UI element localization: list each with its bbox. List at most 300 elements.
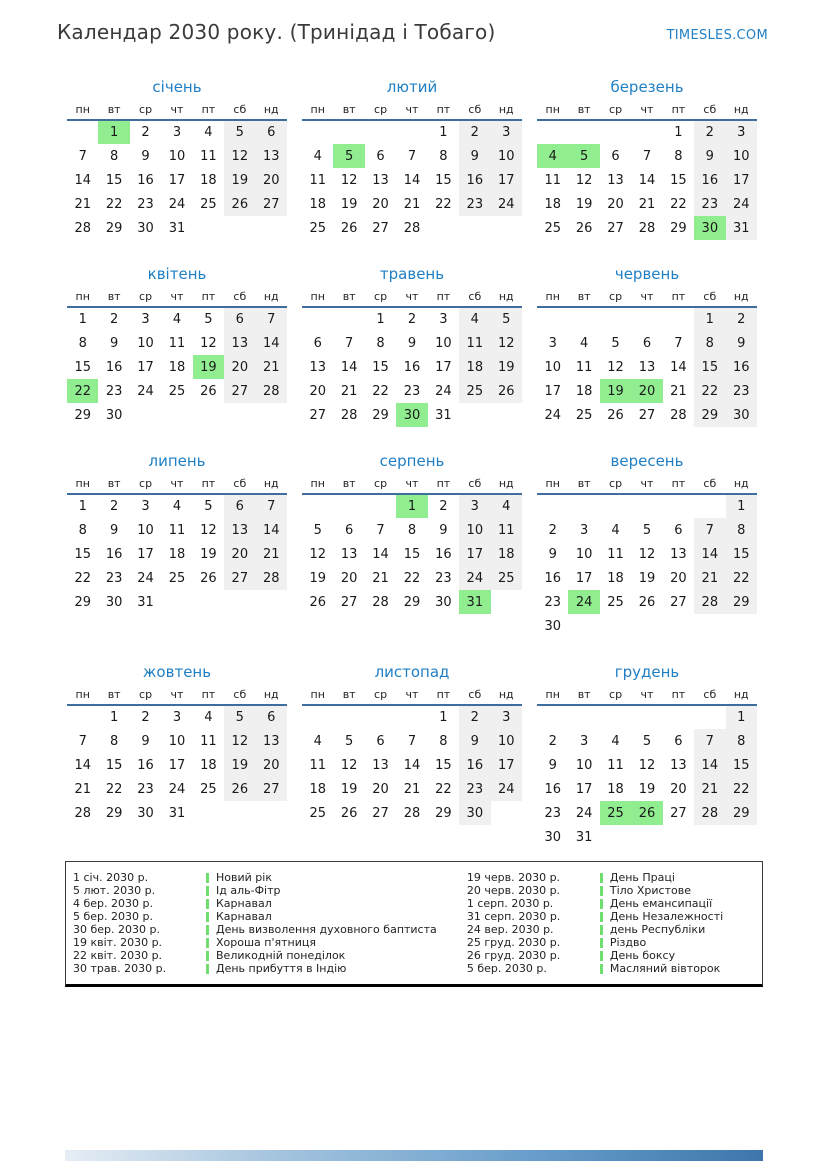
weekday-header: чт — [405, 290, 419, 303]
day-cell: 12 — [491, 331, 522, 355]
week-row — [67, 753, 287, 777]
day-cell: 31 — [435, 407, 452, 423]
empty-day-cell — [600, 494, 631, 518]
week-row — [302, 753, 522, 777]
day-cell: 6 — [256, 705, 287, 729]
day-cell: 15 — [74, 359, 91, 375]
day-cell: 8 — [439, 733, 448, 749]
day-cell: 24 — [491, 192, 522, 216]
day-cell: 30 — [544, 829, 561, 845]
day-cell: 3 — [172, 125, 182, 140]
day-cell: 31 — [575, 829, 593, 845]
empty-day-cell — [256, 216, 287, 240]
week-row — [302, 168, 522, 192]
day-cell: 11 — [459, 331, 490, 355]
day-cell: 8 — [78, 335, 87, 351]
day-cell: 31 — [726, 216, 757, 240]
legend-date: 19 черв. 2030 р. — [466, 871, 561, 884]
empty-day-cell — [694, 494, 725, 518]
day-cell: 15 — [105, 172, 123, 188]
legend-date: 5 бер. 2030 р. — [466, 962, 547, 975]
day-cell: 31 — [168, 805, 186, 821]
weekday-header-row — [67, 686, 287, 705]
weekday-header: сб — [703, 688, 717, 701]
day-cell: 9 — [141, 733, 150, 749]
empty-day-cell — [631, 614, 662, 638]
site-link[interactable]: TIMESLES.COM — [666, 28, 768, 43]
day-cell: 17 — [575, 781, 593, 797]
weekday-header: пт — [436, 477, 451, 490]
day-cell: 7 — [78, 733, 87, 749]
day-cell: 6 — [313, 335, 322, 351]
day-cell: 15 — [105, 757, 123, 773]
day-cell: 10 — [137, 335, 154, 351]
empty-day-cell — [694, 825, 725, 849]
month-grid — [537, 686, 757, 849]
day-cell: 16 — [435, 546, 452, 562]
week-row — [302, 379, 522, 403]
day-cell: 24 — [435, 383, 452, 399]
month-grid — [302, 686, 522, 825]
day-cell: 21 — [403, 196, 421, 212]
weekday-header: сб — [233, 688, 247, 701]
day-cell: 28 — [694, 801, 725, 825]
week-row — [537, 168, 757, 192]
day-cell: 2 — [459, 705, 490, 729]
empty-day-cell — [537, 307, 568, 331]
legend-date: 26 груд. 2030 р. — [466, 949, 561, 962]
day-cell: 19 — [340, 781, 358, 797]
day-cell: 7 — [407, 148, 417, 164]
weekday-header-row — [67, 101, 287, 120]
week-row — [67, 542, 287, 566]
legend-entry — [467, 871, 762, 884]
weekday-header: ср — [374, 688, 388, 701]
day-cell: 29 — [670, 220, 687, 236]
legend-entry — [73, 949, 467, 962]
day-cell: 16 — [459, 753, 490, 777]
day-cell: 4 — [172, 499, 182, 514]
month-title: червень — [614, 265, 680, 283]
empty-day-cell — [256, 403, 287, 427]
empty-day-cell — [256, 590, 287, 614]
day-cell: 21 — [694, 566, 725, 590]
empty-day-cell — [663, 494, 694, 518]
day-cell: 26 — [200, 383, 217, 399]
empty-day-cell — [568, 307, 599, 331]
day-cell: 18 — [544, 196, 561, 212]
month-3 — [537, 78, 757, 240]
day-cell: 13 — [607, 172, 624, 188]
day-cell: 14 — [256, 518, 287, 542]
weekday-header-row — [67, 475, 287, 494]
day-cell: 19 — [224, 168, 255, 192]
weekday-header-row — [537, 475, 757, 494]
day-cell: 17 — [491, 753, 522, 777]
day-cell: 3 — [439, 312, 448, 327]
empty-day-cell — [302, 307, 333, 331]
weekday-header: нд — [263, 688, 279, 701]
day-cell: 27 — [372, 220, 389, 236]
day-cell: 4 — [204, 125, 213, 140]
weekday-header: сб — [468, 290, 482, 303]
holiday-day-cell: 22 — [67, 379, 98, 403]
weekday-header: вт — [342, 103, 356, 116]
weekday-header: ср — [374, 290, 388, 303]
weekday-header: пт — [436, 103, 451, 116]
month-grid — [302, 101, 522, 240]
day-cell: 12 — [575, 172, 593, 188]
day-cell: 26 — [491, 379, 522, 403]
week-row — [67, 307, 287, 331]
day-cell: 19 — [309, 570, 326, 586]
day-cell: 14 — [403, 172, 421, 188]
week-row — [302, 192, 522, 216]
week-row — [537, 801, 757, 825]
day-cell: 12 — [200, 335, 217, 351]
day-cell: 4 — [313, 148, 322, 164]
holiday-marker-icon — [600, 964, 603, 974]
day-cell: 14 — [340, 359, 358, 375]
empty-day-cell — [428, 216, 459, 240]
week-row — [537, 379, 757, 403]
day-cell: 24 — [137, 570, 154, 586]
legend-holiday-name: Новий рік — [216, 871, 272, 884]
week-row — [67, 216, 287, 240]
day-cell: 10 — [168, 148, 186, 164]
day-cell: 14 — [372, 546, 389, 562]
holiday-legend — [65, 861, 763, 987]
week-row — [67, 192, 287, 216]
week-row — [67, 403, 287, 427]
legend-entry — [73, 923, 467, 936]
weekday-header: нд — [498, 688, 514, 701]
week-row — [302, 566, 522, 590]
day-cell: 31 — [168, 220, 186, 236]
day-cell: 14 — [403, 757, 421, 773]
day-cell: 9 — [109, 335, 119, 351]
day-cell: 12 — [224, 729, 255, 753]
day-cell: 12 — [340, 172, 358, 188]
day-cell: 19 — [224, 753, 255, 777]
day-cell: 18 — [607, 781, 624, 797]
day-cell: 28 — [403, 805, 421, 821]
weekday-header: чт — [170, 103, 184, 116]
empty-day-cell — [224, 403, 255, 427]
day-cell: 6 — [642, 335, 652, 351]
empty-day-cell — [224, 590, 255, 614]
day-cell: 19 — [638, 781, 656, 797]
day-cell: 5 — [204, 499, 213, 514]
day-cell: 10 — [168, 733, 186, 749]
day-cell: 11 — [544, 172, 561, 188]
day-cell: 3 — [141, 312, 150, 327]
week-row — [537, 825, 757, 849]
day-cell: 1 — [694, 307, 725, 331]
day-cell: 28 — [256, 379, 287, 403]
day-cell: 27 — [340, 594, 358, 610]
day-cell: 5 — [642, 733, 652, 749]
day-cell: 3 — [459, 494, 490, 518]
day-cell: 30 — [544, 618, 561, 634]
weekday-header: нд — [733, 688, 749, 701]
day-cell: 16 — [544, 781, 561, 797]
empty-day-cell — [459, 216, 490, 240]
legend-date: 4 бер. 2030 р. — [73, 897, 153, 910]
day-cell: 14 — [670, 359, 687, 375]
weekday-header: нд — [263, 103, 279, 116]
day-cell: 9 — [439, 522, 448, 538]
weekday-header: нд — [263, 477, 279, 490]
day-cell: 18 — [309, 196, 326, 212]
legend-holiday-name: Ід аль-Фітр — [216, 884, 281, 897]
legend-entry — [467, 936, 762, 949]
day-cell: 14 — [256, 331, 287, 355]
day-cell: 8 — [109, 733, 119, 749]
legend-date: 30 трав. 2030 р. — [73, 962, 167, 975]
empty-day-cell — [193, 590, 224, 614]
day-cell: 27 — [638, 407, 656, 423]
day-cell: 26 — [575, 220, 593, 236]
day-cell: 1 — [726, 494, 757, 518]
legend-entry — [467, 923, 762, 936]
weekday-header: пн — [75, 103, 90, 116]
week-row — [302, 801, 522, 825]
day-cell: 23 — [105, 383, 123, 399]
day-cell: 24 — [544, 407, 561, 423]
day-cell: 16 — [694, 168, 725, 192]
day-cell: 22 — [435, 196, 452, 212]
day-cell: 24 — [726, 192, 757, 216]
month-4 — [67, 265, 287, 427]
weekday-header: ср — [374, 103, 388, 116]
day-cell: 18 — [309, 781, 326, 797]
day-cell: 11 — [309, 757, 326, 773]
week-row — [537, 753, 757, 777]
day-cell: 20 — [309, 383, 326, 399]
day-cell: 7 — [78, 148, 87, 164]
day-cell: 4 — [459, 307, 490, 331]
day-cell: 25 — [544, 220, 561, 236]
empty-day-cell — [600, 614, 631, 638]
weekday-header-row — [302, 101, 522, 120]
day-cell: 10 — [137, 522, 154, 538]
holiday-day-cell: 31 — [459, 590, 490, 614]
day-cell: 16 — [137, 172, 154, 188]
day-cell: 15 — [435, 757, 452, 773]
day-cell: 14 — [694, 753, 725, 777]
day-cell: 26 — [200, 570, 217, 586]
weekday-header: пт — [436, 290, 451, 303]
day-cell: 2 — [141, 710, 150, 725]
day-cell: 21 — [372, 570, 389, 586]
legend-date: 24 вер. 2030 р. — [466, 923, 554, 936]
empty-day-cell — [537, 494, 568, 518]
day-cell: 15 — [74, 546, 91, 562]
legend-holiday-name: Масляний вівторок — [609, 962, 721, 975]
day-cell: 27 — [256, 777, 287, 801]
legend-entry — [467, 897, 762, 910]
week-row — [537, 705, 757, 729]
day-cell: 15 — [403, 546, 421, 562]
legend-holiday-name: Тіло Христове — [609, 884, 691, 897]
day-cell: 19 — [491, 355, 522, 379]
day-cell: 10 — [726, 144, 757, 168]
legend-date: 1 серп. 2030 р. — [466, 897, 554, 910]
day-cell: 23 — [137, 781, 154, 797]
day-cell: 16 — [403, 359, 421, 375]
day-cell: 4 — [172, 312, 182, 327]
holiday-day-cell: 30 — [694, 216, 725, 240]
day-cell: 5 — [313, 522, 322, 538]
day-cell: 7 — [642, 148, 652, 164]
day-cell: 17 — [435, 359, 452, 375]
day-cell: 16 — [105, 546, 123, 562]
holiday-marker-icon — [600, 938, 603, 948]
weekday-header-row — [537, 288, 757, 307]
legend-date: 25 груд. 2030 р. — [466, 936, 561, 949]
day-cell: 8 — [674, 148, 683, 164]
day-cell: 27 — [224, 379, 255, 403]
day-cell: 20 — [670, 781, 687, 797]
legend-holiday-name: день Республіки — [609, 923, 706, 936]
weekday-header: ср — [139, 290, 153, 303]
day-cell: 9 — [141, 148, 150, 164]
empty-day-cell — [663, 705, 694, 729]
day-cell: 1 — [439, 710, 448, 725]
day-cell: 28 — [372, 594, 389, 610]
day-cell: 18 — [200, 757, 217, 773]
day-cell: 2 — [548, 522, 557, 538]
day-cell: 9 — [548, 546, 557, 562]
month-1 — [67, 78, 287, 240]
day-cell: 6 — [674, 733, 683, 749]
empty-day-cell — [568, 120, 599, 144]
day-cell: 4 — [313, 733, 322, 749]
month-title: серпень — [379, 452, 445, 470]
legend-holiday-name: День прибуття в Індію — [216, 962, 347, 975]
month-title: жовтень — [142, 663, 212, 681]
week-row — [537, 216, 757, 240]
day-cell: 4 — [491, 494, 522, 518]
month-grid — [67, 475, 287, 614]
day-cell: 26 — [638, 594, 656, 610]
legend-entry — [73, 871, 467, 884]
weekday-header: ср — [139, 688, 153, 701]
weekday-header: чт — [640, 477, 654, 490]
weekday-header: пн — [75, 477, 90, 490]
legend-date: 1 січ. 2030 р. — [73, 871, 149, 884]
day-cell: 25 — [309, 805, 326, 821]
weekday-header: вт — [577, 688, 591, 701]
day-cell: 15 — [726, 753, 757, 777]
day-cell: 18 — [168, 546, 186, 562]
empty-day-cell — [537, 705, 568, 729]
week-row — [537, 777, 757, 801]
holiday-day-cell: 30 — [396, 403, 427, 427]
weekday-header: пт — [201, 477, 216, 490]
day-cell: 19 — [340, 196, 358, 212]
week-row — [537, 355, 757, 379]
day-cell: 15 — [372, 359, 389, 375]
day-cell: 21 — [638, 196, 656, 212]
weekday-header-row — [302, 475, 522, 494]
day-cell: 15 — [694, 355, 725, 379]
holiday-day-cell: 20 — [631, 379, 662, 403]
day-cell: 25 — [168, 570, 186, 586]
day-cell: 17 — [137, 359, 154, 375]
day-cell: 19 — [638, 570, 656, 586]
empty-day-cell — [130, 403, 161, 427]
day-cell: 8 — [109, 148, 119, 164]
day-cell: 13 — [256, 729, 287, 753]
week-row — [302, 777, 522, 801]
day-cell: 22 — [105, 781, 123, 797]
day-cell: 18 — [575, 383, 593, 399]
day-cell: 18 — [200, 172, 217, 188]
weekday-header: нд — [733, 290, 749, 303]
empty-day-cell — [631, 825, 662, 849]
day-cell: 8 — [439, 148, 448, 164]
day-cell: 7 — [344, 335, 354, 351]
day-cell: 5 — [224, 120, 255, 144]
day-cell: 2 — [459, 120, 490, 144]
legend-date: 31 серп. 2030 р. — [466, 910, 561, 923]
month-6 — [537, 265, 757, 427]
day-cell: 25 — [607, 594, 624, 610]
day-cell: 10 — [575, 757, 593, 773]
day-cell: 23 — [694, 192, 725, 216]
day-cell: 2 — [141, 125, 150, 140]
weekday-header: чт — [405, 103, 419, 116]
day-cell: 23 — [459, 192, 490, 216]
weekday-header: нд — [263, 290, 279, 303]
day-cell: 11 — [168, 522, 186, 538]
holiday-marker-icon — [600, 925, 603, 935]
day-cell: 26 — [340, 805, 358, 821]
day-cell: 25 — [200, 196, 217, 212]
day-cell: 2 — [407, 312, 417, 327]
day-cell: 27 — [256, 192, 287, 216]
month-title: квітень — [147, 265, 207, 283]
day-cell: 3 — [172, 710, 182, 725]
empty-day-cell — [600, 307, 631, 331]
day-cell: 5 — [204, 312, 213, 327]
month-grid — [67, 686, 287, 825]
day-cell: 11 — [200, 148, 217, 164]
day-cell: 21 — [74, 781, 91, 797]
month-8 — [302, 452, 522, 614]
day-cell: 12 — [638, 757, 656, 773]
empty-day-cell — [333, 494, 364, 518]
month-5 — [302, 265, 522, 427]
day-cell: 28 — [74, 805, 91, 821]
empty-day-cell — [365, 705, 396, 729]
day-cell: 8 — [376, 335, 385, 351]
legend-entry — [73, 962, 467, 975]
week-row — [302, 729, 522, 753]
day-cell: 9 — [407, 335, 417, 351]
holiday-day-cell: 5 — [568, 144, 599, 168]
day-cell: 15 — [726, 542, 757, 566]
day-cell: 1 — [78, 312, 87, 327]
empty-day-cell — [161, 590, 192, 614]
weekday-header: нд — [498, 103, 514, 116]
day-cell: 3 — [726, 120, 757, 144]
empty-day-cell — [365, 494, 396, 518]
empty-day-cell — [600, 705, 631, 729]
month-grid — [67, 288, 287, 427]
